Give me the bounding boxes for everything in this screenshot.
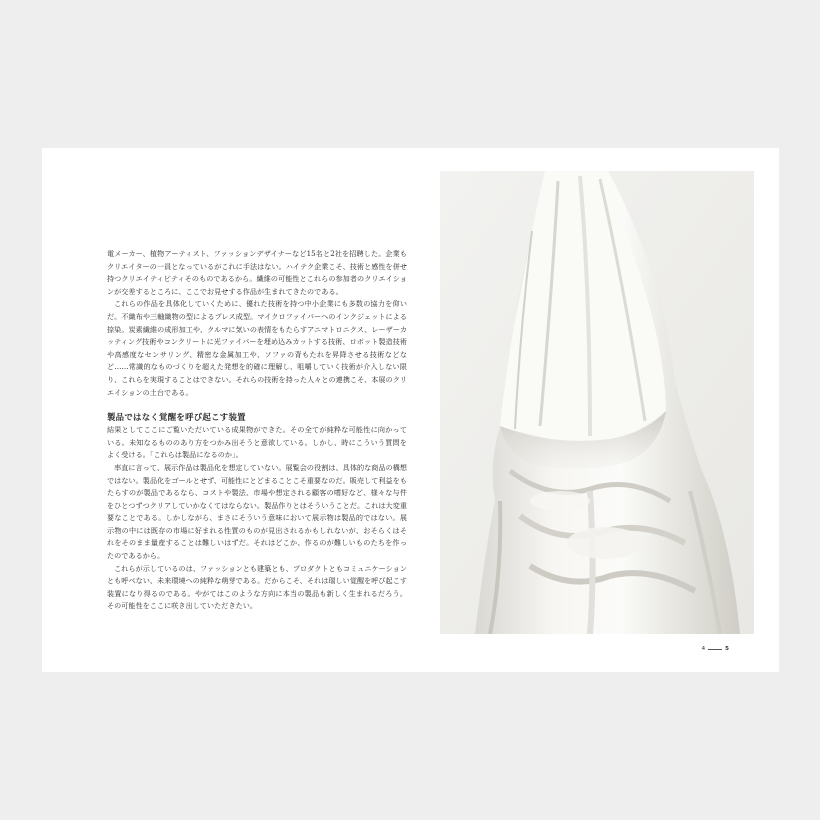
left-page-number: 4 [701, 646, 706, 652]
paragraph-3: 結果としてここにご覧いただいている成果物ができた。その全てが純粋な可能性に向かっている。未知なるもののあり方をつかみ出そうと意欲している。しかし、時にこういう質問をよく受ける。「これらは製品になるのか」。 [107, 425, 407, 460]
book-spread [42, 148, 779, 672]
body-text-column [107, 248, 407, 613]
page-numbers [702, 646, 729, 652]
paragraph-4: 率直に言って、展示作品は製品化を想定していない。展覧会の役割は、具体的な商品の構想ではない。製品化をゴールとせず、可能性にとどまることこそ重要なのだ。販売して利益をもたらすのが製品であるなら、コストや製法、市場や想定される顧客の嗜好など、様々な与件をひとつずつクリアしていかなくてはならない。製品作りとはそういうことだ。これは大変重要なことである。しかしながら、まさにそういう意味において展示物は製品的ではない。展示物の中には既存の市場に好まれる性質のものが見出されるかもしれないが、おそらくはそれをそのまま量産することは難しいはずだ。それはどこか、作るのが難しいものたちを作ったのであるから。 [107, 462, 407, 561]
paragraph-5: これらが示しているのは、ファッションとも建築とも、プロダクトともコミュニケーションとも呼べない、未来環境への純粋な萌芽である。だからこそ、それは瑞しい覚醒を呼び起こす装置になり得るのである。やがてはこのような方向に本当の製品も新しく生まれるだろう。その可能性をここに咲き出していただきたい。 [107, 563, 407, 611]
paragraph-1: 電メーカー、植物アーティスト、ファッションデザイナーなど15名と2社を招聘した。企業もクリエイターの一員となっているがこれに手法はない。ハイテク企業こそ、技術と感性を併せ持つクリエイティビティそのものであるから。繊維の可能性とこれらの参加者のクリエイションが交差するところに、ここでお見せする作品が生まれてきたのである。 [107, 249, 407, 296]
draped-fabric-photo [440, 171, 754, 634]
folio-rule [708, 649, 722, 650]
draped-white-fabric-icon [440, 171, 754, 634]
right-page-number: 5 [725, 646, 729, 652]
paragraph-2: これらの作品を具体化していくために、優れた技術を持つ中小企業にも多数の協力を仰いだ。不織布や三軸織物の型によるプレス成型。マイクロファイバーへのインクジェットによる捺染。炭素繊維の成形加工や、クルマに気いの表情をもたらすアニマトロニクス、レーザーカッティング技術やコンクリートに光ファイバーを埋め込みカットする技術、ロボット製造技術や高感度なセンサリング、精密な金属加工や、ソファの背もたれを昇降させる技術などなど……常識的なものづくりを超えた発想を的確に理解し、咀嚼していく技術が介入しない限り、これらを実現することはできない。それらの技術を持った人々との連携こそ、本展のクリエイションの土台である。 [107, 299, 407, 397]
section-heading: 製品ではなく覚醒を呼び起こす装置 [107, 412, 246, 423]
